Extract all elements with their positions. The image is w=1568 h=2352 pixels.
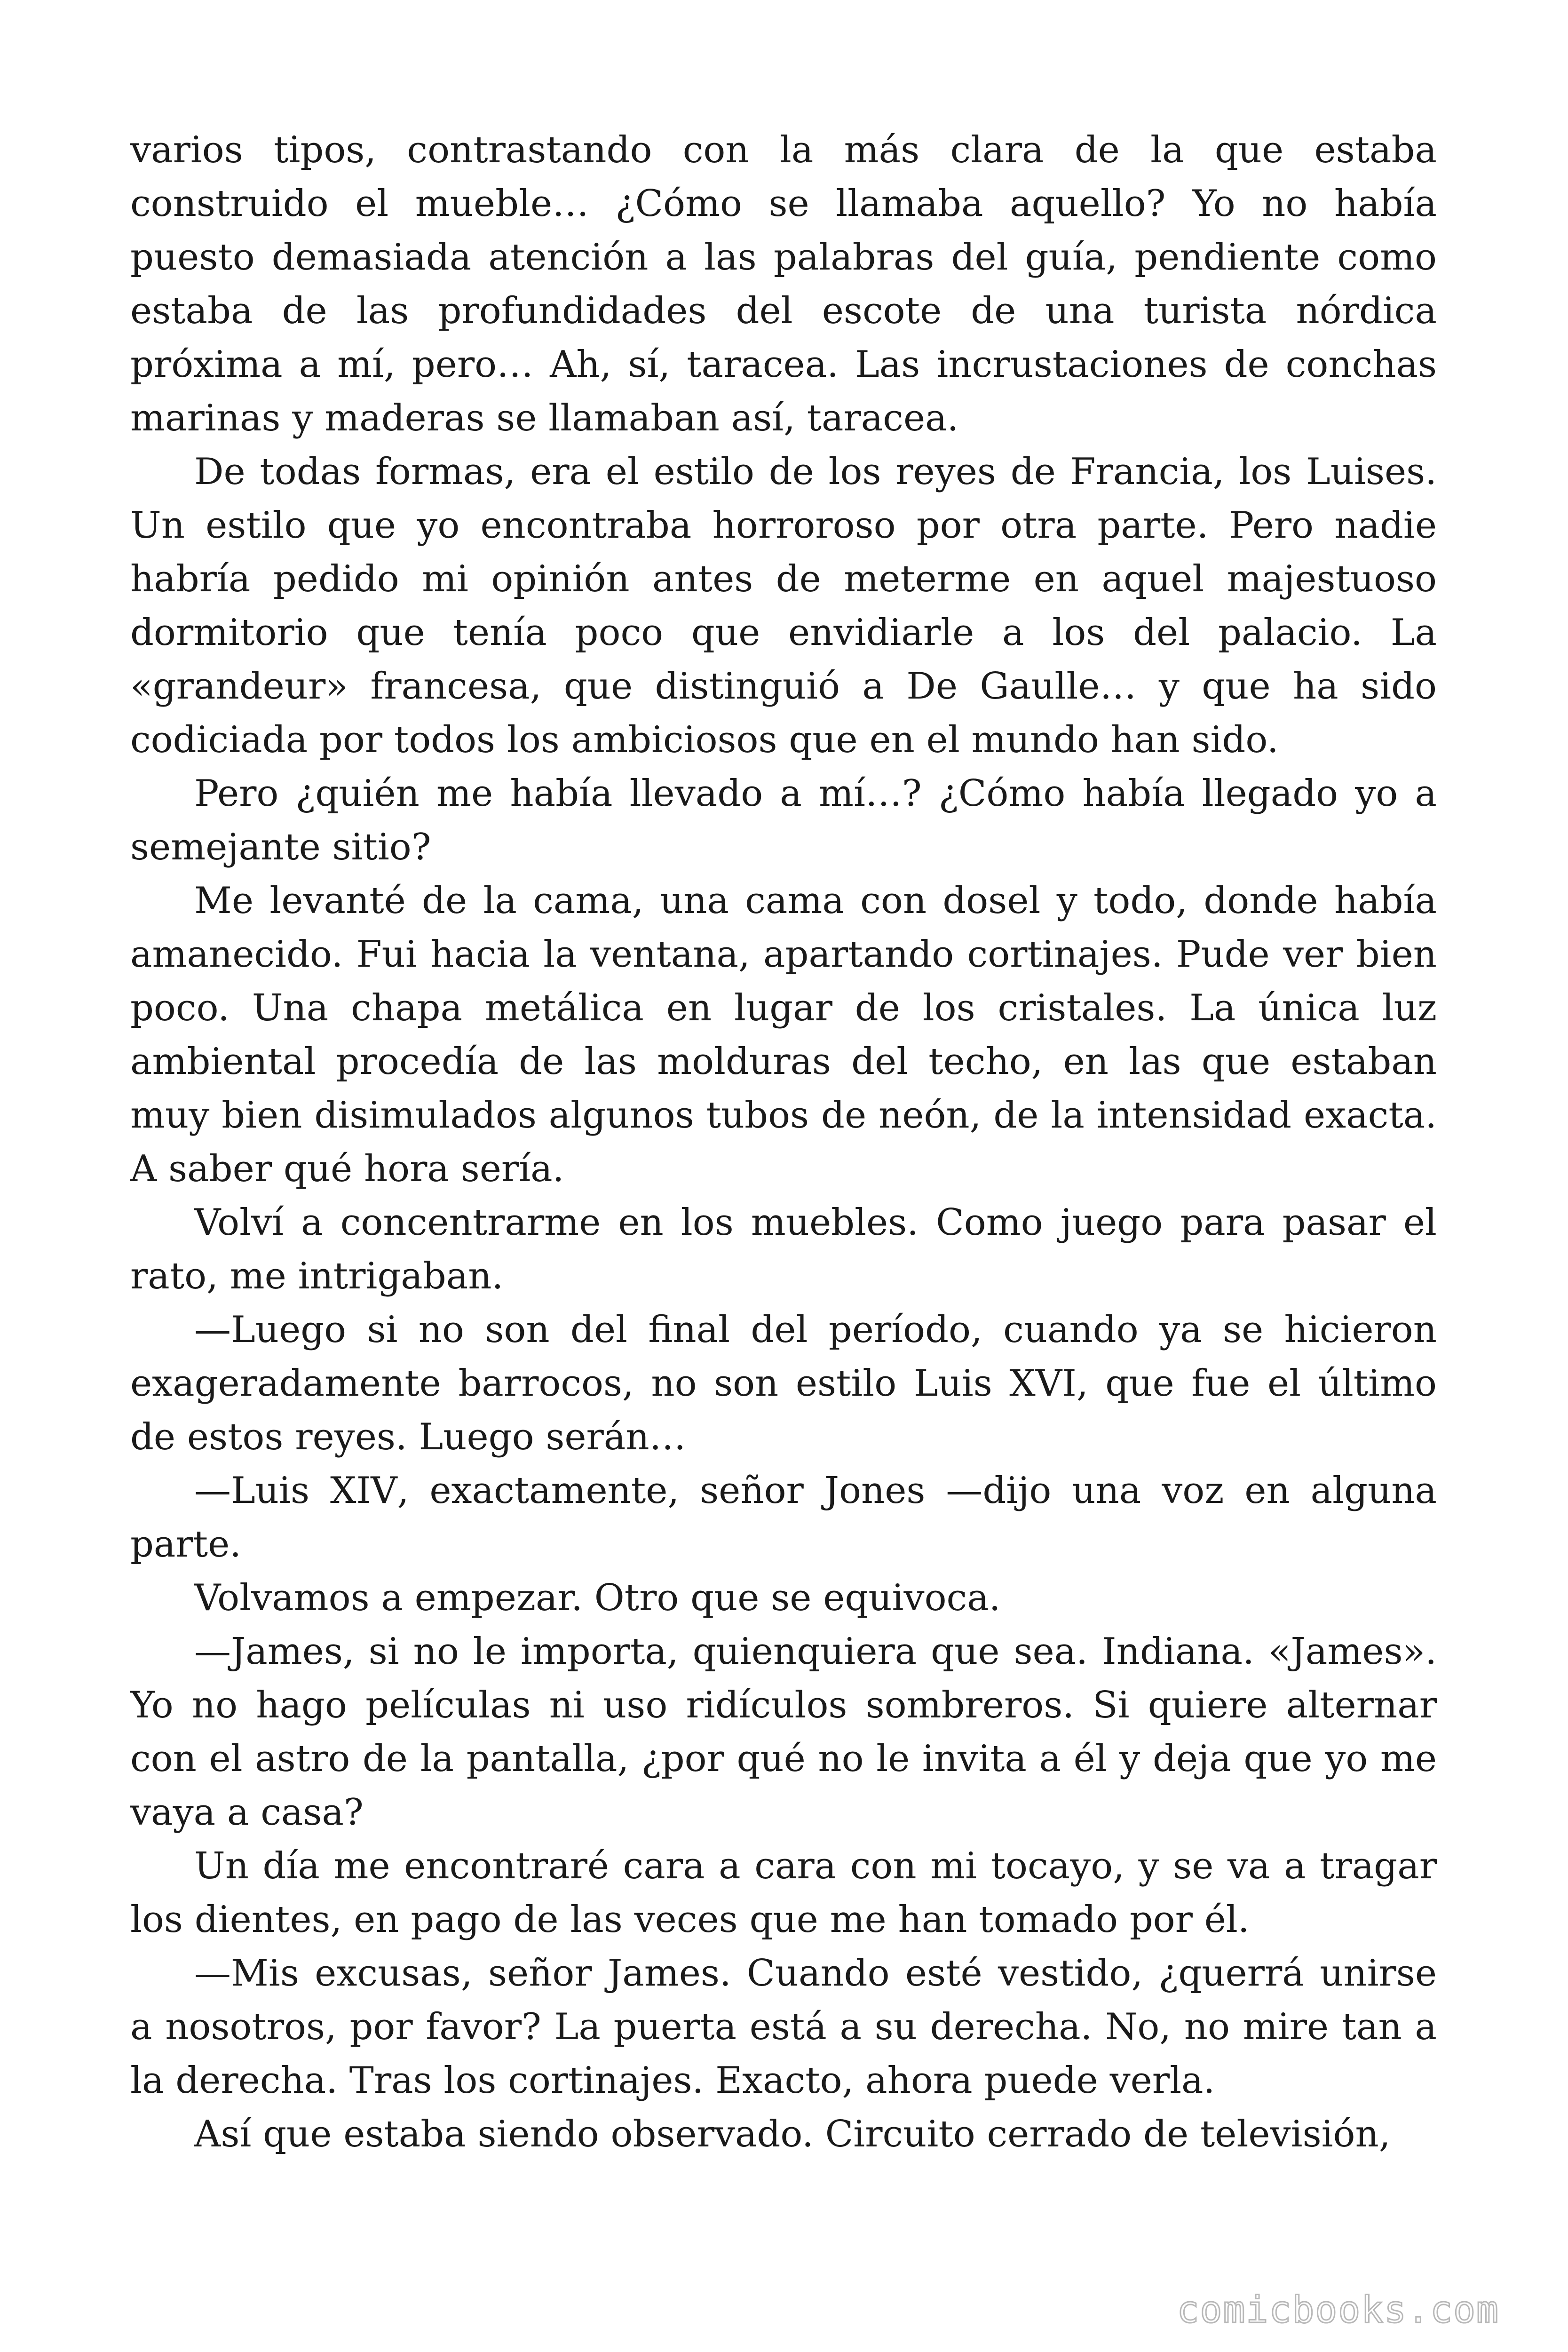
roman-numeral: XVI bbox=[1009, 1362, 1077, 1405]
paragraph: Pero ¿quién me había llevado a mí…? ¿Cómo había llegado yo a semejante sitio? bbox=[130, 772, 1437, 868]
paragraph: Así que estaba siendo observado. Circuito cerrado de televisión, bbox=[194, 2113, 1391, 2155]
paragraph: Volvamos a empezar. Otro que se equivoca. bbox=[194, 1577, 1001, 1619]
paragraph: —Mis excusas, señor James. Cuando esté vestido, ¿querrá unirse a nosotros, por favor? La puerta está a su derecha. No, no mire tan a la derecha. Tras los cortinajes. Exacto, ahora puede verla. bbox=[130, 1952, 1437, 2102]
paragraph: De todas formas, era el estilo de los reyes de Francia, los Luises. Un estilo que yo encontraba horroroso por otra parte. Pero nadie habría pedido mi opinión antes de meterme en aquel majestuoso dormitorio que tenía poco que envidiarle a los del palacio. La «grandeur» francesa, que distinguió a De Gaulle… y que ha sido codiciada por todos los ambiciosos que en el mundo han sido. bbox=[130, 451, 1437, 761]
roman-numeral: XIV bbox=[330, 1470, 397, 1512]
paragraph bbox=[130, 1303, 1437, 1464]
paragraph bbox=[130, 1464, 1437, 1571]
text-segment: —Luego si no son del final del período, cuando ya se hicieron exageradamente barrocos, no son estilo Luis bbox=[130, 1309, 1437, 1405]
body-text bbox=[130, 123, 1437, 2161]
watermark: comicbooks.com bbox=[1177, 2289, 1499, 2331]
text-segment: , exactamente, señor Jones —dijo una voz en alguna parte. bbox=[130, 1470, 1437, 1565]
text-segment: , que fue el último de estos reyes. Luego serán… bbox=[130, 1362, 1437, 1458]
paragraph: Me levanté de la cama, una cama con dosel y todo, donde había amanecido. Fui hacia la ventana, apartando cortinajes. Pude ver bien poco. Una chapa metálica en lugar de los cristales. La única luz ambiental procedía de las molduras del techo, en las que estaban muy bien disimulados algunos tubos de neón, de la intensidad exacta. A saber qué hora sería. bbox=[130, 880, 1437, 1190]
paragraph: varios tipos, contrastando con la más clara de la que estaba construido el mueble… ¿Cómo se llamaba aquello? Yo no había puesto demasiada atención a las palabras del guía, pendiente como estaba de las profundidades del escote de una turista nórdica próxima a mí, pero… Ah, sí, taracea. Las incrustaciones de conchas marinas y maderas se llamaban así, taracea. bbox=[130, 129, 1437, 439]
paragraph: Volví a concentrarme en los muebles. Como juego para pasar el rato, me intrigaban. bbox=[130, 1201, 1437, 1297]
paragraph: Un día me encontraré cara a cara con mi tocayo, y se va a tragar los dientes, en pago de las veces que me han tomado por él. bbox=[130, 1845, 1437, 1941]
text-segment: —Luis bbox=[194, 1470, 330, 1512]
paragraph: —James, si no le importa, quienquiera que sea. Indiana. «James». Yo no hago películas ni uso ridículos sombreros. Si quiere alternar con el astro de la pantalla, ¿por qué no le invita a él y deja que yo me vaya a casa? bbox=[130, 1630, 1437, 1834]
